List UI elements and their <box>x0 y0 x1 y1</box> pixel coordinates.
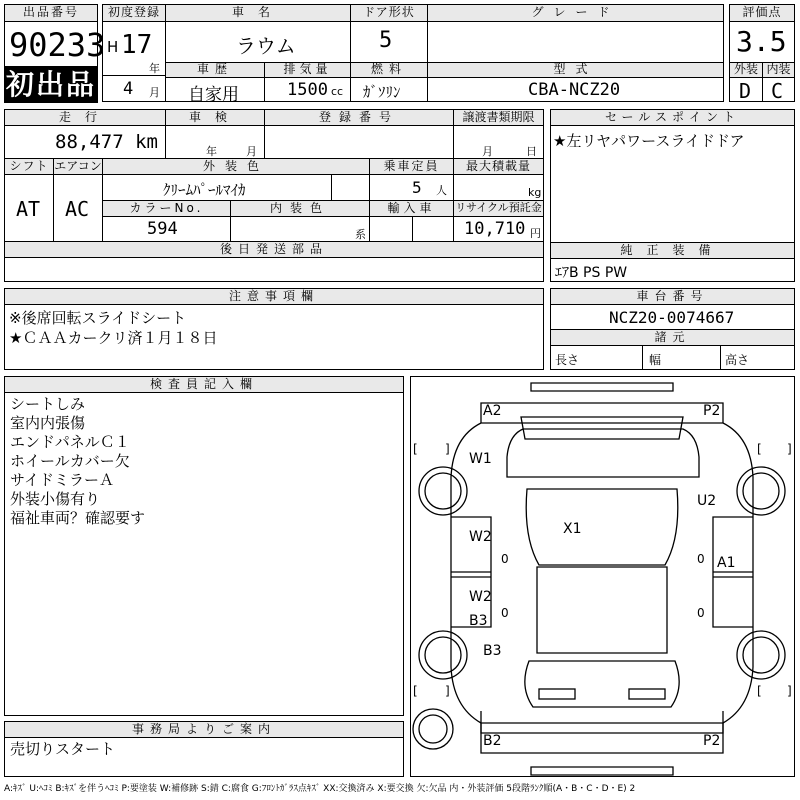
grade-cell <box>427 21 724 63</box>
ext-grade-cell <box>729 77 763 102</box>
recycle-value: 10,710 <box>464 219 526 239</box>
cabin-shape <box>537 567 667 653</box>
bracket-open-icon: [ <box>757 442 762 456</box>
car-diagram <box>410 376 795 777</box>
color-value: ｸﾘｰﾑﾊﾟｰﾙﾏｲｶ <box>163 181 246 199</box>
mark-w2: W2 <box>469 529 492 545</box>
mark-w1: W1 <box>469 451 492 467</box>
grade-label: グレード <box>427 4 724 22</box>
sales-point-cell <box>550 125 795 243</box>
first-reg-label: 初度登録 <box>102 4 166 22</box>
year-suffix: 年 <box>149 62 160 75</box>
reg-no-cell <box>264 125 454 159</box>
history-value: 自家用 <box>188 85 239 105</box>
color-no-cell <box>102 216 231 242</box>
capacity-unit: 人 <box>436 184 447 197</box>
import-label: 輸入車 <box>369 200 454 217</box>
later-parts-cell <box>4 257 544 282</box>
zero-mark: 0 <box>697 552 705 566</box>
load-unit: kg <box>528 186 542 199</box>
wheel-rear-left <box>419 631 467 679</box>
inspection-month-unit: 月 <box>246 145 257 158</box>
score-value: 3.5 <box>736 25 787 58</box>
ac-value: AC <box>65 197 90 221</box>
body-outline <box>451 423 753 723</box>
fuel-label: 燃料 <box>350 62 428 78</box>
int-grade-cell <box>762 77 795 102</box>
door-value: 5 <box>379 28 393 53</box>
width-label: 幅 <box>649 353 662 367</box>
import-cell-a <box>369 216 413 242</box>
mileage-label: 走行 <box>4 109 166 126</box>
transfer-label: 譲渡書類期限 <box>453 109 544 126</box>
shift-value: AT <box>16 197 41 221</box>
dims-label: 諸元 <box>550 329 795 346</box>
inspector-line: サイドミラーＡ <box>10 471 114 489</box>
first-listing-badge: 初出品 <box>5 68 96 101</box>
import-cell-b <box>412 216 454 242</box>
mark-x1: X1 <box>563 521 582 537</box>
windshield-shape <box>521 417 683 439</box>
sales-point-text: ★左リヤパワースライドドア <box>553 132 745 150</box>
ext-grade-value: D <box>739 79 752 103</box>
mark-b3: B3 <box>483 643 502 659</box>
color-extra-cell <box>331 174 370 201</box>
reg-year: 17 <box>121 30 153 60</box>
office-cell <box>4 737 404 777</box>
wheel-rear-right-inner <box>743 637 779 673</box>
month-suffix: 月 <box>149 86 160 99</box>
recycle-label: リサイクル預託金 <box>453 200 544 217</box>
ext-grade-label: 外装 <box>729 62 763 78</box>
transfer-day-unit: 日 <box>526 145 537 158</box>
mark-b2: B2 <box>483 733 502 749</box>
door-cell <box>350 21 428 63</box>
car-name-label: 車名 <box>165 4 351 22</box>
mark-p2-bottom: P2 <box>703 733 721 749</box>
displacement-unit: cc <box>331 85 344 98</box>
equipment-cell <box>550 258 795 282</box>
zero-mark: 0 <box>697 606 705 620</box>
score-label: 評価点 <box>729 4 795 22</box>
mark-w2: W2 <box>469 589 492 605</box>
lot-section <box>4 4 106 101</box>
load-label: 最大積載量 <box>453 158 544 175</box>
int-grade-label: 内装 <box>762 62 795 78</box>
bracket-close-icon: ] <box>445 442 450 456</box>
score-cell <box>729 21 795 63</box>
front-bumper-shape <box>531 383 673 391</box>
bracket-open-icon: [ <box>757 684 762 698</box>
sales-point-label: セールスポイント <box>550 109 795 126</box>
width-cell <box>642 345 721 370</box>
bracket-close-icon: ] <box>787 442 792 456</box>
history-cell <box>165 77 265 105</box>
equipment-label: 純正装備 <box>550 242 795 259</box>
office-text: 売切りスタート <box>10 740 116 758</box>
front-bumper-shape <box>481 403 723 423</box>
mark-b3: B3 <box>469 613 488 629</box>
office-label: 事務局よりご案内 <box>4 721 404 738</box>
length-cell <box>550 345 643 370</box>
wheel-front-left <box>419 467 467 515</box>
notes-line: ★ＣＡＡカークリ済１月１８日 <box>9 329 218 347</box>
ac-cell <box>53 174 103 242</box>
wheel-rear-right <box>737 631 785 679</box>
wheel-front-left-inner <box>425 473 461 509</box>
capacity-value: 5 <box>412 178 422 197</box>
inspection-label: 車検 <box>165 109 265 126</box>
height-cell <box>720 345 795 370</box>
mark-p2-top: P2 <box>703 403 721 419</box>
fuel-value: ｶﾞｿﾘﾝ <box>363 83 401 101</box>
notes-line: ※後席回転スライドシート <box>9 309 187 327</box>
color-no-value: 594 <box>147 219 178 239</box>
chassis-cell <box>550 304 795 330</box>
model-value: CBA-NCZ20 <box>528 80 621 100</box>
inspector-cell <box>4 392 404 716</box>
bracket-open-icon: [ <box>413 442 418 456</box>
model-label: 型式 <box>427 62 724 78</box>
chassis-label: 車台番号 <box>550 288 795 305</box>
rear-plate-shape <box>629 689 665 699</box>
rear-bumper-shape <box>481 711 723 753</box>
model-cell <box>427 77 724 102</box>
lot-number-cell <box>4 21 106 67</box>
wheel-rear-left-inner <box>425 637 461 673</box>
interior-color-label: 内装色 <box>230 200 370 217</box>
rear-plate-shape <box>539 689 575 699</box>
equipment-value: ｴｱB PS PW <box>555 265 628 281</box>
shift-cell <box>4 174 54 242</box>
spare-tire-inner <box>419 715 447 743</box>
history-label: 車歴 <box>165 62 265 78</box>
displacement-label: 排気量 <box>264 62 351 78</box>
era-label: H <box>107 38 119 56</box>
zero-mark: 0 <box>501 552 509 566</box>
inspector-label: 検査員記入欄 <box>4 376 404 393</box>
transfer-month-unit: 月 <box>482 145 493 158</box>
displacement-value: 1500 <box>287 80 328 100</box>
int-grade-value: C <box>771 79 784 103</box>
color-cell <box>102 174 332 201</box>
legend-text: A:ｷｽﾞ U:ﾍｺﾐ B:ｷｽﾞを伴うﾍｺﾐ P:要塗装 W:補修跡 S:錆 C:腐食 G:ﾌﾛﾝﾄｶﾞﾗｽ点ｷｽﾞ XX:交換済み X:要交換 欠:欠品 内・外装評価 5段階ﾗﾝｸ順(A・B・C・D・E) 2 <box>4 784 636 794</box>
mileage-cell <box>4 125 166 159</box>
lot-number-label: 出品番号 <box>4 4 98 22</box>
fuel-cell <box>350 77 428 102</box>
recycle-unit: 円 <box>530 227 541 240</box>
recycle-cell <box>453 216 544 242</box>
inspection-cell <box>165 125 265 159</box>
interior-color-unit: 系 <box>355 228 366 241</box>
bracket-open-icon: [ <box>413 684 418 698</box>
notes-label: 注意事項欄 <box>4 288 544 305</box>
chassis-number: NCZ20-0074667 <box>609 308 735 327</box>
color-no-label: カラーNo. <box>102 200 231 217</box>
hood-shape <box>507 429 699 477</box>
ac-label: エアコン <box>54 159 102 173</box>
rear-bumper-shape <box>481 723 723 733</box>
interior-color-cell <box>230 216 370 242</box>
reg-month: 4 <box>123 79 134 99</box>
car-name-cell <box>165 21 351 63</box>
bracket-close-icon: ] <box>445 684 450 698</box>
bracket-close-icon: ] <box>787 684 792 698</box>
shift-label: シフト <box>4 158 54 175</box>
inspection-year-unit: 年 <box>206 145 217 158</box>
inspector-line: 福祉車両？確認要す <box>10 509 146 527</box>
inspector-line: エンドパネルＣ１ <box>10 433 130 451</box>
load-cell <box>453 174 544 201</box>
transfer-cell <box>453 125 544 159</box>
inspector-line: 外装小傷有り <box>10 490 101 508</box>
first-reg-cell <box>102 21 166 76</box>
mark-a1: A1 <box>717 555 736 571</box>
mark-a2: A2 <box>483 403 502 419</box>
car-name: ラウム <box>236 34 296 58</box>
door-label: ドア形状 <box>350 4 428 22</box>
notes-cell <box>4 304 544 370</box>
car-diagram-svg <box>411 377 794 776</box>
length-label: 長さ <box>555 353 580 367</box>
capacity-label: 乗車定員 <box>369 158 454 175</box>
mileage-value: 88,477 km <box>55 131 158 153</box>
reg-no-label: 登録番号 <box>264 109 454 126</box>
roof-shape <box>526 489 678 565</box>
capacity-cell <box>369 174 454 201</box>
color-label: 外装色 <box>102 158 370 175</box>
rear-bumper-shape <box>531 767 673 775</box>
wheel-front-right-inner <box>743 473 779 509</box>
zero-mark: 0 <box>501 606 509 620</box>
height-label: 高さ <box>725 353 750 367</box>
later-parts-label: 後日発送部品 <box>4 241 544 258</box>
displacement-cell <box>264 77 351 102</box>
reg-month-cell <box>102 75 166 102</box>
inspector-line: シートしみ <box>10 395 86 413</box>
rear-window-shape <box>525 661 679 707</box>
lot-number: 90233 <box>9 26 106 64</box>
inspector-line: ホイールカバー欠 <box>10 452 130 470</box>
inspector-line: 室内内張傷 <box>10 414 86 432</box>
wheel-front-right <box>737 467 785 515</box>
mark-u2: U2 <box>697 493 717 509</box>
